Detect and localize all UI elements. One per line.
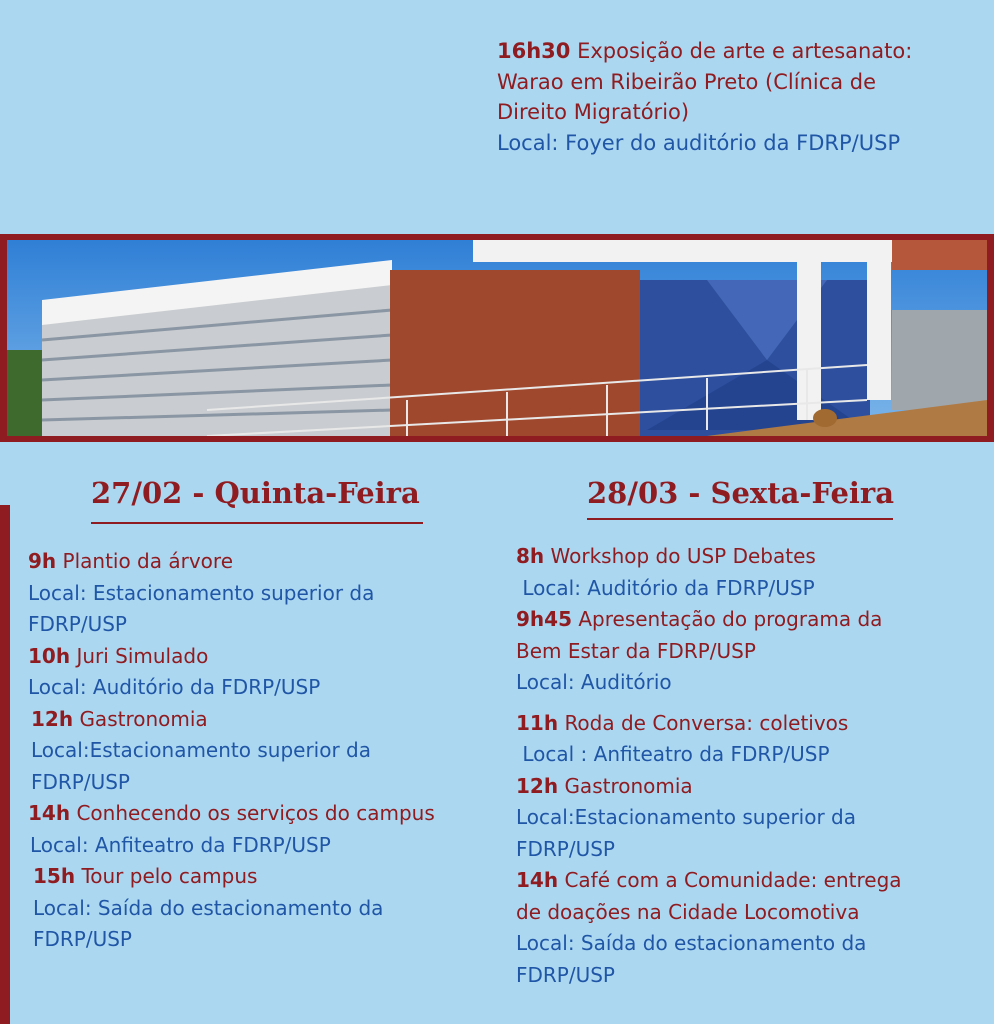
event-title: Tour pelo campus [81, 864, 258, 888]
event-location: Local: Saída do estacionamento da [33, 895, 384, 920]
left-accent-bar [0, 505, 10, 1024]
event-location: Local: Auditório da FDRP/USP [516, 575, 815, 600]
event-location: Local:Estacionamento superior da [31, 738, 371, 762]
schedule-item [516, 541, 986, 604]
day1-schedule [28, 546, 498, 956]
event-title-line: de doações na Cidade Locomotiva [516, 899, 860, 924]
event-title: Apresentação do programa da [578, 607, 883, 631]
schedule-item [31, 704, 498, 799]
event-time: 14h [516, 868, 559, 892]
event-time: 12h [516, 773, 559, 798]
event-location: FDRP/USP [31, 769, 130, 794]
event-location: Local: Estacionamento superior da [28, 580, 375, 605]
event-location: Local: Foyer do auditório da FDRP/USP [497, 130, 901, 155]
event-time: 12h [31, 706, 74, 731]
schedule-item [516, 604, 986, 699]
event-title: Café com a Comunidade: entrega [564, 868, 902, 892]
event-title: Plantio da árvore [62, 549, 234, 573]
event-title: Exposição de arte e artesanato: [577, 39, 913, 63]
event-location: FDRP/USP [28, 612, 127, 636]
event-location: Local:Estacionamento superior da [516, 805, 856, 829]
event-title: Conhecendo os serviços do campus [76, 801, 435, 825]
event-title-line: Bem Estar da FDRP/USP [516, 638, 756, 663]
schedule-item [516, 708, 986, 771]
day2-heading-underline [587, 518, 893, 520]
schedule-item [28, 798, 498, 861]
event-title: Juri Simulado [76, 643, 209, 668]
event-title: Roda de Conversa: coletivos [564, 710, 849, 735]
campus-building-photo-icon [7, 240, 987, 436]
schedule-item [516, 771, 986, 866]
schedule-item [516, 865, 986, 991]
event-title: Workshop do USP Debates [550, 544, 816, 568]
schedule-item [28, 641, 498, 704]
day1-heading-underline [91, 522, 423, 524]
event-location: Local: Auditório [516, 670, 672, 694]
event-time: 9h45 [516, 607, 572, 631]
day1-heading: 27/02 - Quinta-Feira [91, 476, 420, 510]
event-location: Local: Saída do estacionamento da [516, 931, 867, 955]
event-time: 14h [28, 801, 71, 825]
day2-schedule [516, 541, 986, 991]
top-event-line-1 [497, 36, 977, 67]
event-time: 15h [33, 864, 76, 888]
event-location: Local: Anfiteatro da FDRP/USP [30, 832, 331, 857]
event-time: 10h [28, 643, 71, 668]
event-time: 16h30 [497, 39, 571, 63]
event-title-line: Direito Migratório) [497, 100, 690, 124]
top-event [497, 36, 977, 158]
campus-photo [0, 234, 994, 442]
event-time: 11h [516, 710, 559, 735]
event-location: FDRP/USP [33, 927, 132, 951]
event-title: Gastronomia [564, 773, 693, 798]
event-time: 9h [28, 549, 57, 573]
schedule-item [28, 546, 498, 641]
day2-heading: 28/03 - Sexta-Feira [587, 476, 894, 510]
event-location: Local : Anfiteatro da FDRP/USP [516, 742, 830, 766]
event-location: FDRP/USP [516, 836, 615, 861]
schedule-item [33, 861, 498, 956]
event-title-line: Warao em Ribeirão Preto (Clínica de [497, 69, 877, 94]
event-title: Gastronomia [79, 706, 208, 731]
event-location: Local: Auditório da FDRP/USP [28, 675, 321, 699]
event-time: 8h [516, 544, 545, 568]
event-location: FDRP/USP [516, 962, 615, 987]
